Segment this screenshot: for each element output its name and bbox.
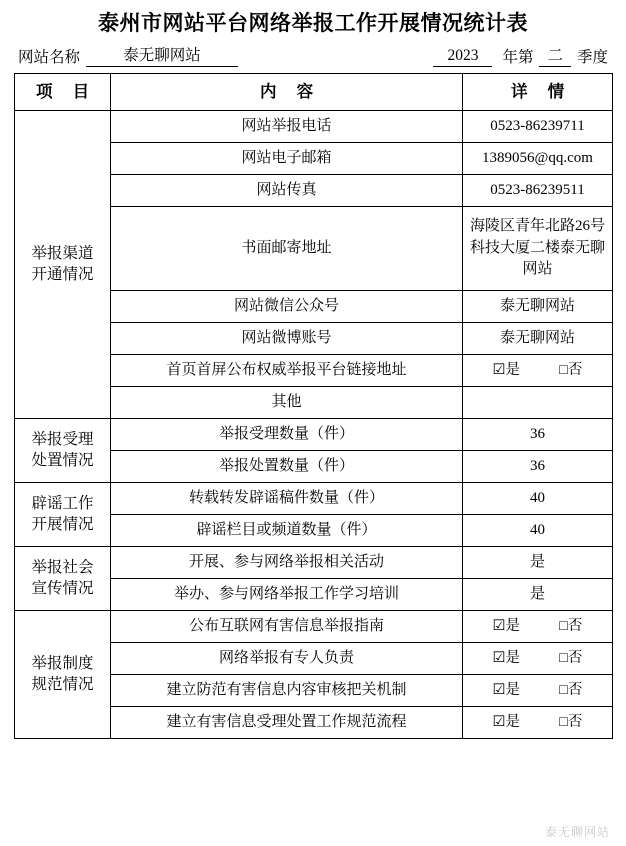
content-cell: 网络举报有专人负责 xyxy=(111,643,463,675)
header-content xyxy=(111,74,463,111)
detail-text: 0523-86239511 xyxy=(490,182,585,199)
page-title: 泰州市网站平台网络举报工作开展情况统计表 xyxy=(98,12,528,35)
detail-text: 是 xyxy=(529,554,545,571)
content-cell: 书面邮寄地址 xyxy=(111,207,463,291)
detail-cell[interactable] xyxy=(463,419,613,451)
detail-text: 泰无聊网站 xyxy=(499,330,575,347)
table-row xyxy=(15,547,613,579)
content-cell: 其他 xyxy=(111,387,463,419)
checkbox-no[interactable]: □否 xyxy=(559,713,583,730)
category-cell xyxy=(15,611,111,739)
category-cell xyxy=(15,419,111,483)
detail-cell[interactable] xyxy=(463,111,613,143)
detail-cell[interactable] xyxy=(463,483,613,515)
content-cell: 公布互联网有害信息举报指南 xyxy=(111,611,463,643)
quarter-value[interactable]: 二 xyxy=(539,43,571,67)
content-cell: 举报受理数量（件） xyxy=(111,419,463,451)
detail-cell[interactable] xyxy=(463,175,613,207)
category-label-line: 举报制度 xyxy=(31,654,94,672)
content-cell: 举办、参与网络举报工作学习培训 xyxy=(111,579,463,611)
category-label-line: 举报受理 xyxy=(31,430,94,448)
subheader xyxy=(14,43,612,73)
checkbox-no[interactable]: □否 xyxy=(559,361,583,378)
table-header-row xyxy=(15,74,613,111)
watermark: 泰无聊网站 xyxy=(544,825,610,839)
content-cell: 开展、参与网络举报相关活动 xyxy=(111,547,463,579)
year-value[interactable]: 2023 xyxy=(433,47,492,67)
category-label-line: 开展情况 xyxy=(31,515,94,533)
checkbox-no[interactable]: □否 xyxy=(559,649,583,666)
detail-cell[interactable] xyxy=(463,611,613,643)
table-row xyxy=(15,483,613,515)
content-cell: 网站微博账号 xyxy=(111,323,463,355)
detail-text: 泰无聊网站 xyxy=(499,298,575,315)
category-label-line: 开通情况 xyxy=(31,265,94,283)
header-detail xyxy=(463,74,613,111)
detail-text: 40 xyxy=(530,490,545,507)
content-cell: 网站电子邮箱 xyxy=(111,143,463,175)
header-content-label: 内 容 xyxy=(259,81,322,101)
detail-text: 1389056@qq.com xyxy=(482,150,593,167)
table-row xyxy=(15,419,613,451)
quarter-label: 季度 xyxy=(576,49,608,66)
detail-cell[interactable] xyxy=(463,643,613,675)
table-row xyxy=(15,111,613,143)
detail-cell[interactable] xyxy=(463,207,613,291)
report-table xyxy=(14,73,613,739)
site-name-value[interactable]: 泰无聊网站 xyxy=(86,43,238,67)
detail-cell[interactable] xyxy=(463,143,613,175)
category-cell xyxy=(15,111,111,419)
category-label-line: 举报社会 xyxy=(31,558,94,576)
year-label: 年第 xyxy=(502,49,534,66)
checkbox-no[interactable]: □否 xyxy=(559,681,583,698)
content-cell: 首页首屏公布权威举报平台链接地址 xyxy=(111,355,463,387)
detail-text: 海陵区青年北路26号科技大厦二楼泰无聊网站 xyxy=(469,217,605,278)
header-project-label: 项 目 xyxy=(35,81,98,101)
checkbox-yes[interactable]: ☑是 xyxy=(492,649,521,666)
detail-cell[interactable] xyxy=(463,707,613,739)
detail-cell[interactable] xyxy=(463,451,613,483)
category-cell xyxy=(15,547,111,611)
content-cell: 网站传真 xyxy=(111,175,463,207)
header-detail-label: 详 情 xyxy=(510,81,573,101)
checkbox-yes[interactable]: ☑是 xyxy=(492,617,521,634)
detail-cell[interactable] xyxy=(463,579,613,611)
site-name-label: 网站名称 xyxy=(18,49,81,66)
category-label-line: 宣传情况 xyxy=(31,579,94,597)
detail-text: 是 xyxy=(529,586,545,603)
category-label-line: 处置情况 xyxy=(31,451,94,469)
content-cell: 建立有害信息受理处置工作规范流程 xyxy=(111,707,463,739)
checkbox-yes[interactable]: ☑是 xyxy=(492,681,521,698)
content-cell: 网站举报电话 xyxy=(111,111,463,143)
category-cell xyxy=(15,483,111,547)
detail-cell[interactable] xyxy=(463,547,613,579)
detail-cell[interactable] xyxy=(463,291,613,323)
detail-cell[interactable] xyxy=(463,675,613,707)
detail-text: 40 xyxy=(530,522,545,539)
content-cell: 举报处置数量（件） xyxy=(111,451,463,483)
category-label-line: 举报渠道 xyxy=(31,244,94,262)
detail-text: 0523-86239711 xyxy=(490,118,585,135)
detail-text: 36 xyxy=(530,458,545,475)
detail-cell[interactable] xyxy=(463,323,613,355)
detail-cell[interactable] xyxy=(463,387,613,419)
content-cell: 辟谣栏目或频道数量（件） xyxy=(111,515,463,547)
category-label-line: 规范情况 xyxy=(31,675,94,693)
checkbox-yes[interactable]: ☑是 xyxy=(492,713,521,730)
category-label-line: 辟谣工作 xyxy=(31,494,94,512)
header-project xyxy=(15,74,111,111)
detail-cell[interactable] xyxy=(463,355,613,387)
detail-text: 36 xyxy=(530,426,545,443)
content-cell: 建立防范有害信息内容审核把关机制 xyxy=(111,675,463,707)
detail-cell[interactable] xyxy=(463,515,613,547)
checkbox-yes[interactable]: ☑是 xyxy=(492,361,521,378)
checkbox-no[interactable]: □否 xyxy=(559,617,583,634)
content-cell: 转载转发辟谣稿件数量（件） xyxy=(111,483,463,515)
table-body xyxy=(15,111,613,739)
content-cell: 网站微信公众号 xyxy=(111,291,463,323)
table-row xyxy=(15,611,613,643)
